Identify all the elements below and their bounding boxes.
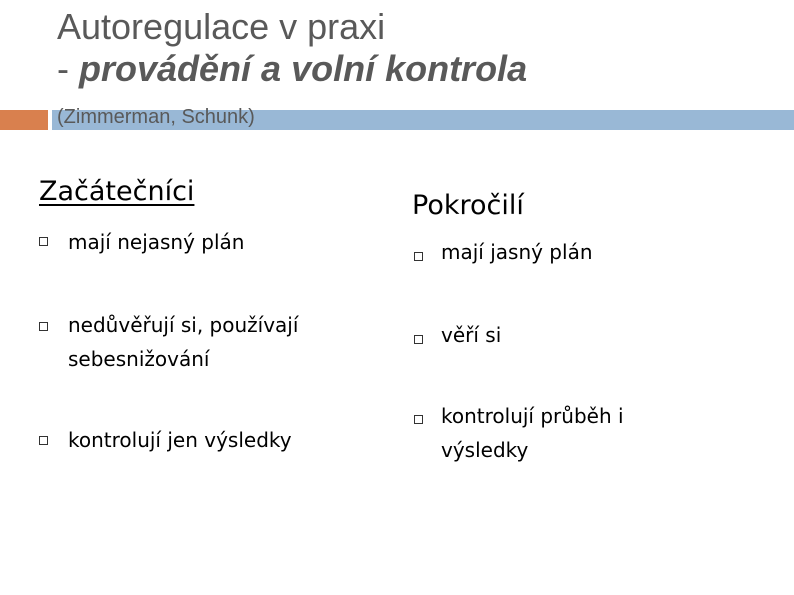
square-bullet-icon [39, 436, 48, 445]
left-item-2-line-1: nedůvěřují si, používají [68, 313, 299, 337]
square-bullet-icon [39, 237, 48, 246]
right-item-3-line-2: výsledky [441, 438, 529, 462]
title-prefix: - [57, 48, 79, 89]
accent-bar-orange [0, 110, 48, 130]
left-item-1-line-1: mají nejasný plán [68, 230, 245, 254]
left-item-2 [68, 308, 298, 376]
right-item-1-line-1: mají jasný plán [441, 240, 593, 264]
slide-title [57, 6, 527, 90]
square-bullet-icon [39, 322, 48, 331]
title-emphasis: provádění a volní kontrola [79, 48, 528, 89]
right-item-2 [441, 318, 501, 352]
right-item-2-line-1: věří si [441, 323, 502, 347]
square-bullet-icon [414, 415, 423, 424]
square-bullet-icon [414, 252, 423, 261]
title-line-1: Autoregulace v praxi [57, 6, 386, 47]
slide-subtitle: (Zimmerman, Schunk) [57, 106, 255, 128]
left-item-1 [68, 225, 244, 259]
left-item-2-line-2: sebesnižování [68, 347, 210, 371]
square-bullet-icon [414, 335, 423, 344]
right-item-3 [441, 399, 624, 467]
right-column-heading: Pokročilí [412, 190, 524, 221]
left-column-heading: Začátečníci [39, 176, 195, 207]
left-item-3-line-1: kontrolují jen výsledky [68, 428, 292, 452]
right-item-3-line-1: kontrolují průběh i [441, 404, 624, 428]
right-item-1 [441, 235, 593, 269]
left-item-3 [68, 423, 292, 457]
